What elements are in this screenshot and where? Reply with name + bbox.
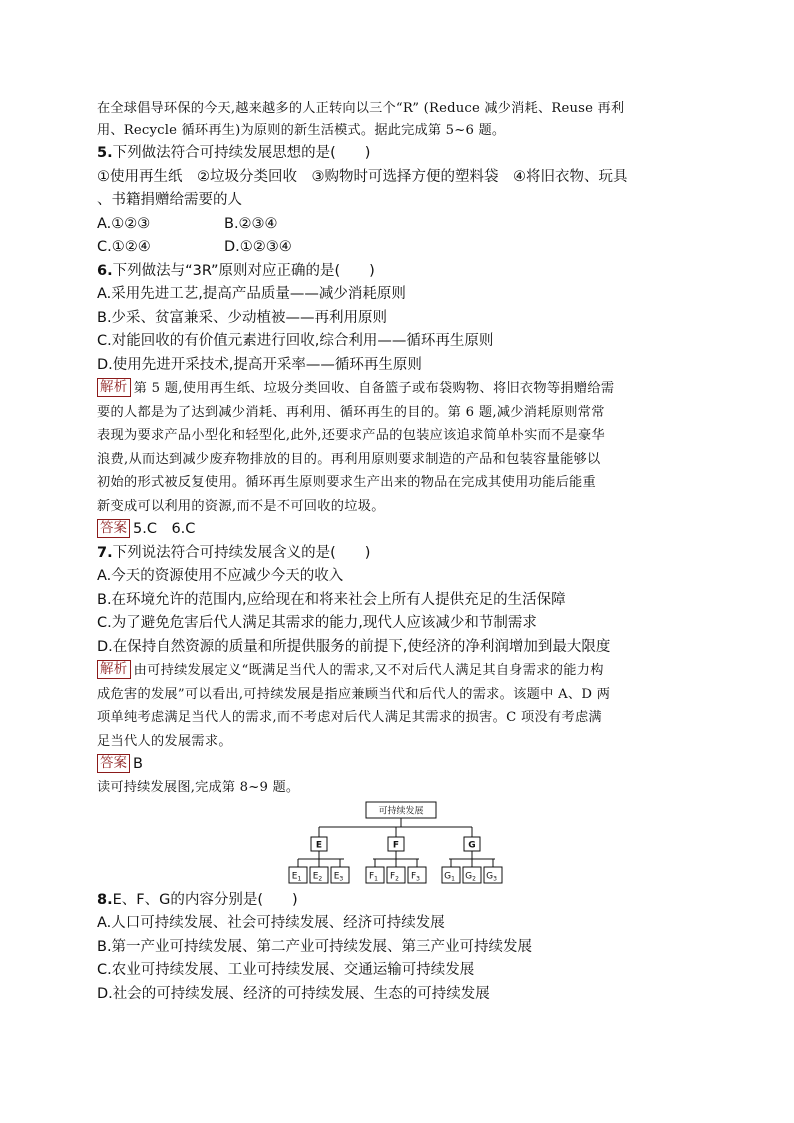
intro-passage xyxy=(97,98,702,142)
diagram-leaf-label: $F_2$ xyxy=(389,871,400,882)
option-d: D.社会的可持续发展、经济的可持续发展、生态的可持续发展 xyxy=(97,985,490,1002)
diagram-leaf-label: $F_3$ xyxy=(410,871,421,882)
question-8 xyxy=(97,889,702,1007)
diagram-leaf-label: $G_2$ xyxy=(465,871,476,882)
intro-line: 在全球倡导环保的今天,越来越多的人正转向以三个“R” (Reduce 减少消耗、Reuse 再利 xyxy=(97,101,625,116)
option-a: A.①②③ xyxy=(97,215,151,232)
diagram-leaf-label: $E_2$ xyxy=(312,871,323,882)
diagram-node-f-label: F xyxy=(392,840,400,850)
question-items: ①使用再生纸 ②垃圾分类回收 ③购物时可选择方便的塑料袋 ④将旧衣物、玩具 xyxy=(97,168,628,185)
diagram-node-e-label: E xyxy=(315,840,323,850)
diagram-intro: 读可持续发展图,完成第 8~9 题。 xyxy=(97,779,300,795)
analysis-line: 要的人都是为了达到减少消耗、再利用、循环再生的目的。第 6 题,减少消耗原则常常 xyxy=(97,404,605,420)
option-c: C.①②④ xyxy=(97,239,151,255)
option-d: D.在保持自然资源的质量和所提供服务的前提下,使经济的净利润增加到最大限度 xyxy=(97,638,611,655)
analysis-line: 第 5 题,使用再生纸、垃圾分类回收、自备篮子或布袋购物、将旧衣物等捐赠给需 xyxy=(133,381,615,396)
answer-block xyxy=(97,518,702,542)
question-number: 6. xyxy=(97,262,113,279)
question-number: 8. xyxy=(97,891,113,908)
document-content xyxy=(97,98,702,1006)
analysis-line: 初始的形式被反复使用。循环再生原则要求生产出来的物品在完成其使用功能后能重 xyxy=(97,475,597,490)
analysis-line: 表现为要求产品小型化和轻型化,此外,还要求产品的包装应该追求简单朴实而不是豪华 xyxy=(97,428,606,443)
intro-line: 用、Recycle 循环再生)为原则的新生活模式。据此完成第 5~6 题。 xyxy=(97,123,506,138)
analysis-line: 足当代人的发展需求。 xyxy=(97,733,232,749)
sustainable-development-diagram xyxy=(291,801,510,889)
diagram-leaves xyxy=(289,859,502,883)
option-c: C.对能回收的有价值元素进行回收,综合利用——循环再生原则 xyxy=(97,333,494,349)
diagram-leaf-label: $E_1$ xyxy=(291,871,302,882)
diagram-leaf-label: $G_1$ xyxy=(444,871,455,882)
question-5 xyxy=(97,142,702,260)
analysis-line: 浪费,从而达到减少废弃物排放的目的。再利用原则要求制造的产品和包装容量能够以 xyxy=(97,451,601,467)
question-7 xyxy=(97,542,702,660)
option-d: D.①②③④ xyxy=(224,239,292,255)
diagram-node-g-label: G xyxy=(468,840,476,850)
option-b: B.②③④ xyxy=(224,215,278,232)
analysis-line: 由可持续发展定义“既满足当代人的需求,又不对后代人满足其自身需求的能力构 xyxy=(133,663,604,678)
question-stem: 下列做法符合可持续发展思想的是( ) xyxy=(112,145,371,161)
diagram-root-label: 可持续发展 xyxy=(378,806,424,816)
analysis-tag: 解析 xyxy=(97,378,131,397)
question-number: 7. xyxy=(97,544,113,561)
option-b: B.第一产业可持续发展、第二产业可持续发展、第三产业可持续发展 xyxy=(97,938,533,955)
question-number: 5. xyxy=(97,145,113,161)
option-a: A.采用先进工艺,提高产品质量——减少消耗原则 xyxy=(97,286,406,302)
question-stem: 下列做法与“3R”原则对应正确的是( ) xyxy=(112,262,375,279)
question-6 xyxy=(97,260,702,378)
analysis-tag: 解析 xyxy=(97,660,131,679)
question-stem: E、F、G的内容分别是( ) xyxy=(112,891,298,908)
answer-tag: 答案 xyxy=(97,754,130,773)
analysis-block xyxy=(97,377,702,518)
answer-tag: 答案 xyxy=(97,519,130,538)
answer-text: 5.C 6.C xyxy=(133,521,196,537)
option-c: C.农业可持续发展、工业可持续发展、交通运输可持续发展 xyxy=(97,962,475,978)
question-items: 、书籍捐赠给需要的人 xyxy=(97,192,242,208)
analysis-block xyxy=(97,659,702,753)
diagram-leaf-label: $G_3$ xyxy=(486,871,497,882)
diagram-leaf-label: $E_3$ xyxy=(333,871,344,882)
diagram-leaf-label: $F_1$ xyxy=(368,871,379,882)
option-a: A.人口可持续发展、社会可持续发展、经济可持续发展 xyxy=(97,915,445,931)
analysis-line: 项单纯考虑满足当代人的需求,而不考虑对后代人满足其需求的损害。C 项没有考虑满 xyxy=(97,710,602,725)
analysis-line: 新变成可以利用的资源,而不是不可回收的垃圾。 xyxy=(97,498,385,514)
option-a: A.今天的资源使用不应减少今天的收入 xyxy=(97,568,344,584)
option-b: B.在环境允许的范围内,应给现在和将来社会上所有人提供充足的生活保障 xyxy=(97,591,566,608)
analysis-line: 成危害的发展”可以看出,可持续发展是指应兼顾当代和后代人的需求。该题中 A、D 两 xyxy=(97,686,611,702)
question-stem: 下列说法符合可持续发展含义的是( ) xyxy=(112,544,371,561)
answer-text: B xyxy=(133,756,143,772)
option-c: C.为了避免危害后代人满足其需求的能力,现代人应该减少和节制需求 xyxy=(97,615,537,631)
option-b: B.少采、贫富兼采、少动植被——再利用原则 xyxy=(97,309,388,326)
answer-block xyxy=(97,753,702,777)
option-d: D.使用先进开采技术,提高开采率——循环再生原则 xyxy=(97,356,422,373)
